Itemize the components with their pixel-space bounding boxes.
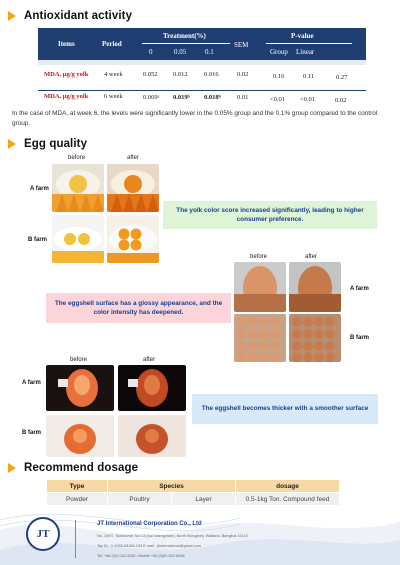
candled-photo-a-before — [46, 365, 114, 411]
col-sem: SEM — [234, 41, 249, 49]
section-title: Egg quality — [24, 138, 88, 150]
company-logo — [26, 517, 60, 551]
col-t0: 0 — [149, 48, 153, 56]
col-t005: 0.05 — [174, 48, 187, 56]
candled-photo-b-after — [118, 415, 186, 457]
dosage-header-species: Species — [108, 480, 235, 492]
col-linear: Linear — [296, 48, 315, 56]
footer-wave-decoration — [0, 500, 400, 565]
label-a-farm: A farm — [30, 186, 49, 192]
section-egg-quality-heading — [8, 138, 87, 150]
dosage-cell: Layer — [172, 493, 235, 505]
label-b-farm: B farm — [28, 237, 48, 243]
table-row: MDA, μg/g yolk 4 week 0.052 0.012 0.016 0.02 0.16 0.11 0.27 — [44, 71, 348, 81]
dosage-header-type: Type — [47, 480, 107, 492]
dosage-cell: Poultry — [108, 493, 171, 505]
col-pvalue: P-value — [291, 32, 314, 40]
label-b-farm: B farm — [22, 430, 42, 436]
label-after: after — [143, 357, 156, 363]
label-a-farm: A farm — [350, 286, 369, 292]
table-header — [38, 28, 366, 60]
label-after: after — [127, 155, 140, 161]
candled-photo-b-before — [46, 415, 114, 457]
triangle-bullet-icon — [8, 463, 16, 473]
logo-text: JT — [36, 528, 50, 540]
label-before: before — [70, 357, 88, 363]
label-before: before — [68, 155, 86, 161]
yolk-photo-a-after — [107, 164, 159, 212]
section-title: Recommend dosage — [24, 462, 139, 474]
mda-table — [38, 28, 366, 104]
dosage-cell: Powder — [47, 493, 107, 505]
col-items: Items — [58, 40, 75, 48]
candled-photo-a-after — [118, 365, 186, 411]
dosage-cell: 0.5-1kg Ton. Compound feed — [236, 493, 339, 505]
section-antioxidant-heading — [8, 10, 132, 22]
callout-shell-gloss: The eggshell surface has a glossy appearance, and the color intensity has deepened. — [46, 293, 231, 323]
label-b-farm: B farm — [350, 335, 370, 341]
company-phone: Tel: +66 (0)2-042-0284 / Mobile +66 (0)81-922-6068 — [97, 554, 185, 558]
section-title: Antioxidant activity — [24, 10, 133, 22]
yolk-photo-a-before — [52, 164, 104, 212]
triangle-bullet-icon — [8, 11, 16, 21]
callout-shell-thick: The eggshell becomes thicker with a smoother surface — [192, 394, 378, 424]
label-after: after — [305, 254, 318, 260]
company-tax-email: Tax ID.: 0-1055-58166-134 E-mail : jtinternational@gmail.com — [97, 544, 201, 548]
table-row: MDA, μg/g yolk 6 week 0.069ᵃ 0.019ᵇ 0.018ᵇ 0.01 <0.01 <0.01 0.02 — [44, 93, 347, 104]
section-dosage-heading — [8, 462, 138, 474]
triangle-bullet-icon — [8, 139, 16, 149]
col-t01: 0.1 — [205, 48, 214, 56]
eggshell-photo-b-before — [234, 314, 286, 362]
eggshell-photo-b-after — [289, 314, 341, 362]
footer-divider — [75, 520, 76, 558]
mda-paragraph: In the case of MDA, at week 6, the levels were significantly lower in the 0.05% group and the 0.1% group compared to the control group. — [12, 110, 378, 127]
label-a-farm: A farm — [22, 380, 41, 386]
eggshell-photo-a-after — [289, 262, 341, 312]
col-treatment: Treatment(%) — [163, 32, 206, 40]
yolk-photo-b-after — [107, 215, 159, 263]
company-address: No. 19/97, Sukhumvit Soi 13 (Soi Saengchan), North Klongtoey, Wattana, Bangkok 10110 — [97, 534, 248, 538]
callout-yolk: The yolk color score increased significantly, leading to higher consumer preference. — [163, 201, 377, 229]
col-period: Period — [102, 40, 122, 48]
company-name: JT International Corporation Co., Ltd — [97, 521, 202, 527]
dosage-header-dosage: dosage — [236, 480, 339, 492]
eggshell-photo-a-before — [234, 262, 286, 312]
label-before: before — [250, 254, 268, 260]
yolk-photo-b-before — [52, 215, 104, 263]
col-group: Group — [270, 48, 288, 56]
